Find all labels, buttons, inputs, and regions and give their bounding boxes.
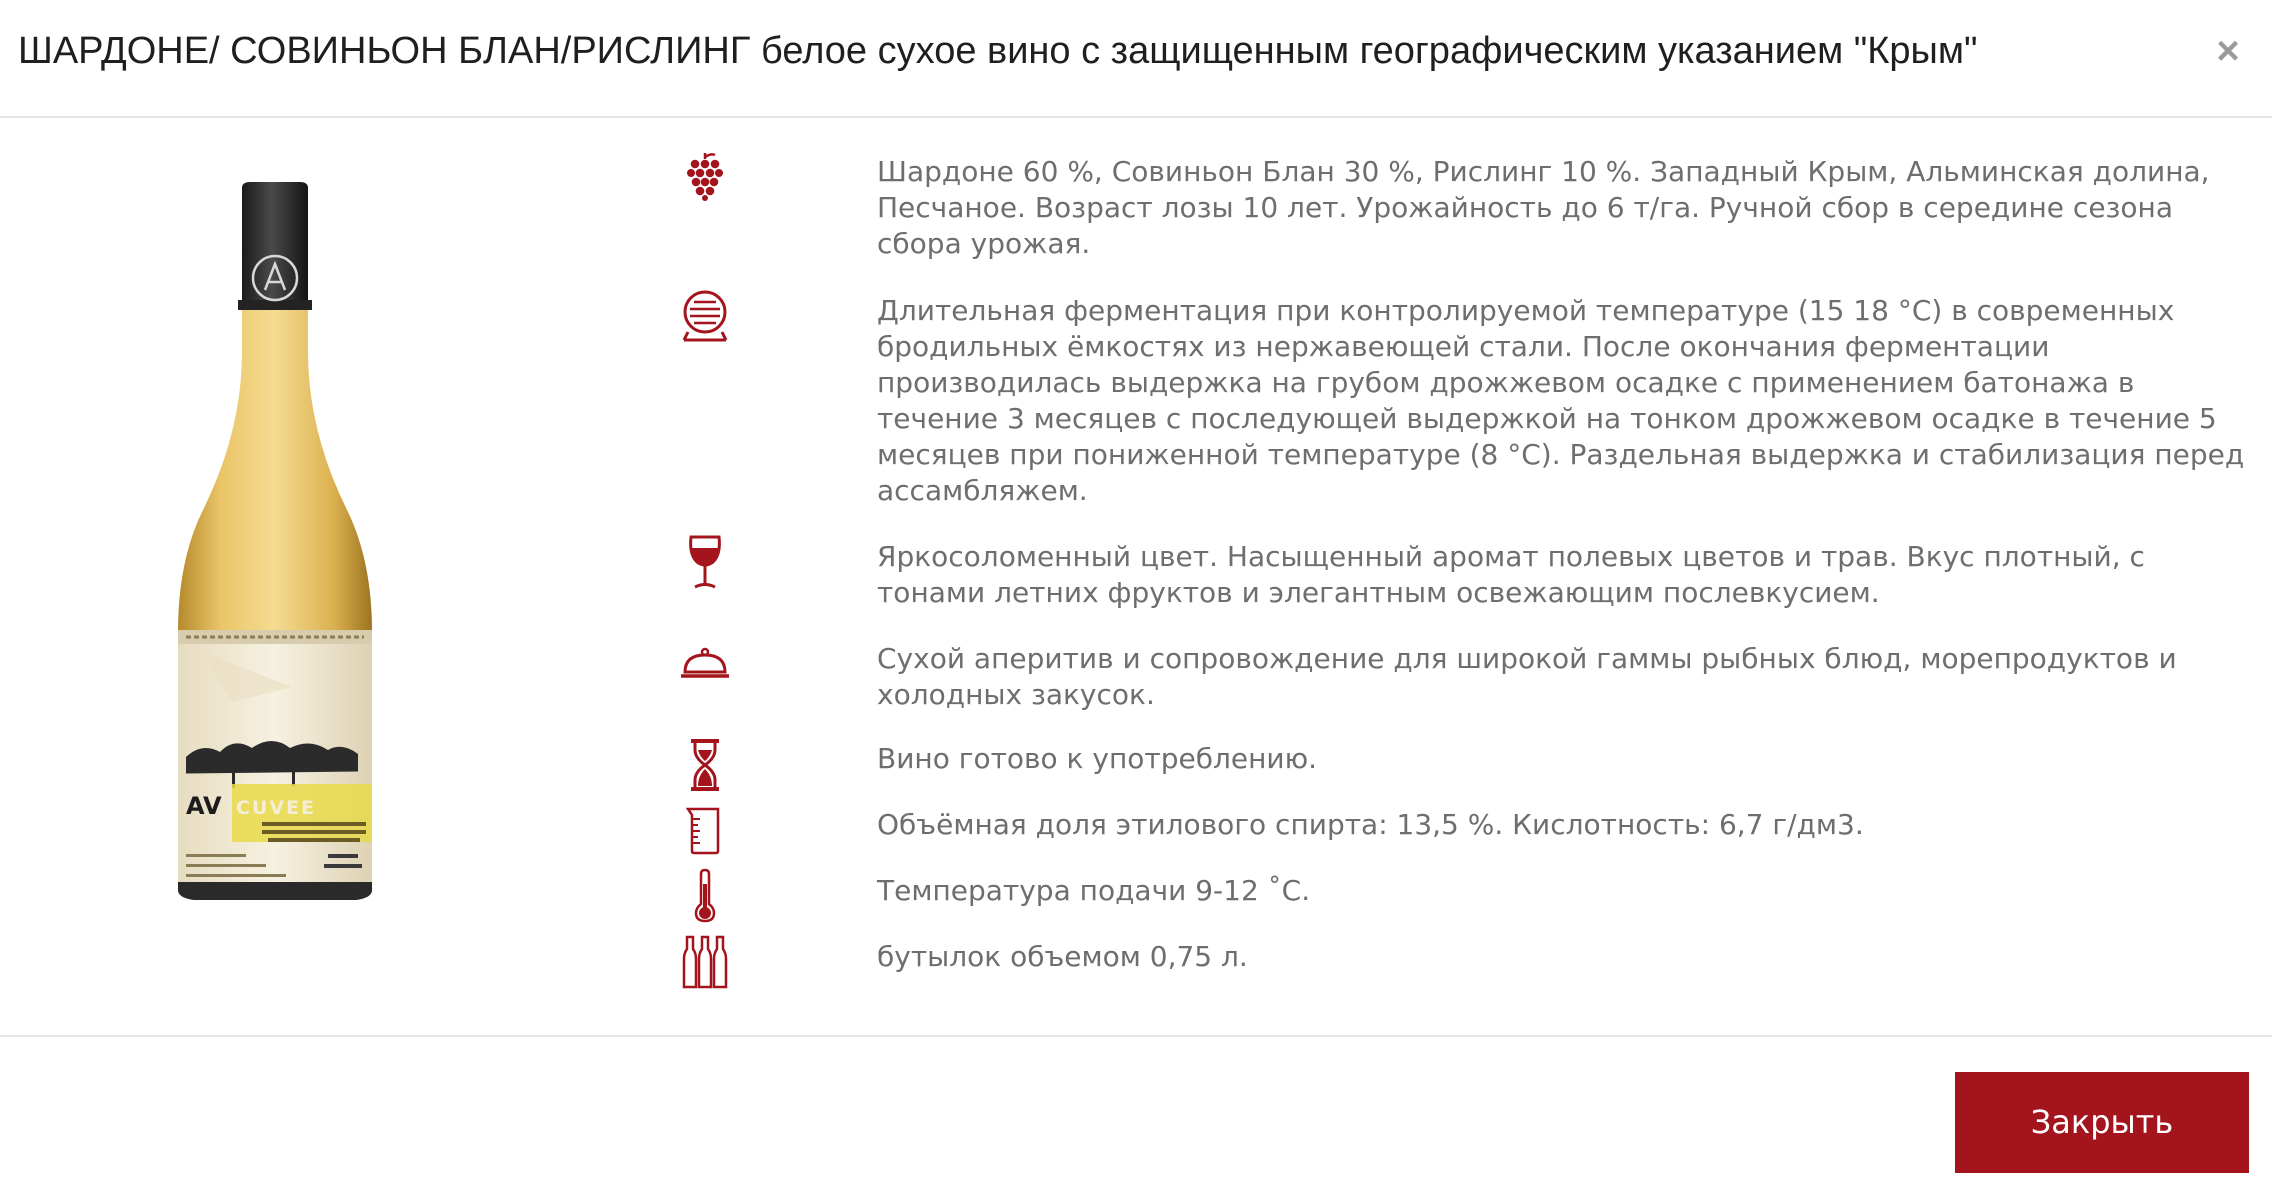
svg-text:CUVEE: CUVEE xyxy=(236,797,317,819)
close-button[interactable]: Закрыть xyxy=(1955,1072,2249,1173)
vinification-text: Длительная ферментация при контролируемой температуре (15 18 °C) в современных бродильных ёмкостях из нержавеющей стали. После окончания ферментации производилась выдержка на грубом дрожжевом осадке с применением батонажа в течение 3 месяцев с последующей выдержкой на тонком дрожжевом осадке в течение 5 месяцев при пониженной температуре (8 °C). Раздельная выдержка и стабилизация перед ассамбляжем. xyxy=(877,294,2245,507)
alcohol-acidity-text: Объёмная доля этилового спирта: 13,5 %. Кислотность: 6,7 г/дм3. xyxy=(877,808,1864,841)
cloche-icon xyxy=(670,632,740,696)
grape-icon xyxy=(670,144,740,208)
tasting-notes-text: Яркосоломенный цвет. Насыщенный аромат полевых цветов и трав. Вкус плотный, с тонами летних фруктов и элегантным освежающим послевкусием. xyxy=(877,540,2145,609)
serving-temperature-text: Температура подачи 9-12 ˚С. xyxy=(877,874,1311,907)
food-pairing-text: Сухой аперитив и сопровождение для широкой гаммы рыбных блюд, морепродуктов и холодных закусок. xyxy=(877,642,2177,711)
grape-varieties-text: Шардоне 60 %, Совиньон Блан 30 %, Рислинг 10 %. Западный Крым, Альминская долина, Песчаное. Возраст лозы 10 лет. Урожайность до 6 т/га. Ручной сбор в середине сезона сбора урожая. xyxy=(877,155,2210,260)
hourglass-icon xyxy=(670,733,740,797)
bottles-icon xyxy=(670,930,740,994)
bottle-volume-text: бутылок объемом 0,75 л. xyxy=(877,940,1248,973)
thermometer-icon xyxy=(670,864,740,928)
modal-footer xyxy=(0,1035,2272,1194)
svg-text:AV: AV xyxy=(186,792,222,820)
wine-bottle-image xyxy=(172,182,378,906)
modal-title: ШАРДОНЕ/ СОВИНЬОН БЛАН/РИСЛИНГ белое сухое вино с защищенным географическим указанием "Крым" xyxy=(18,30,1978,72)
modal-header xyxy=(0,0,2272,118)
aging-text: Вино готово к употреблению. xyxy=(877,742,1318,775)
wine-glass-icon xyxy=(670,530,740,594)
close-icon[interactable]: × xyxy=(2216,29,2240,73)
barrel-icon xyxy=(670,283,740,347)
measuring-jug-icon xyxy=(670,798,740,862)
